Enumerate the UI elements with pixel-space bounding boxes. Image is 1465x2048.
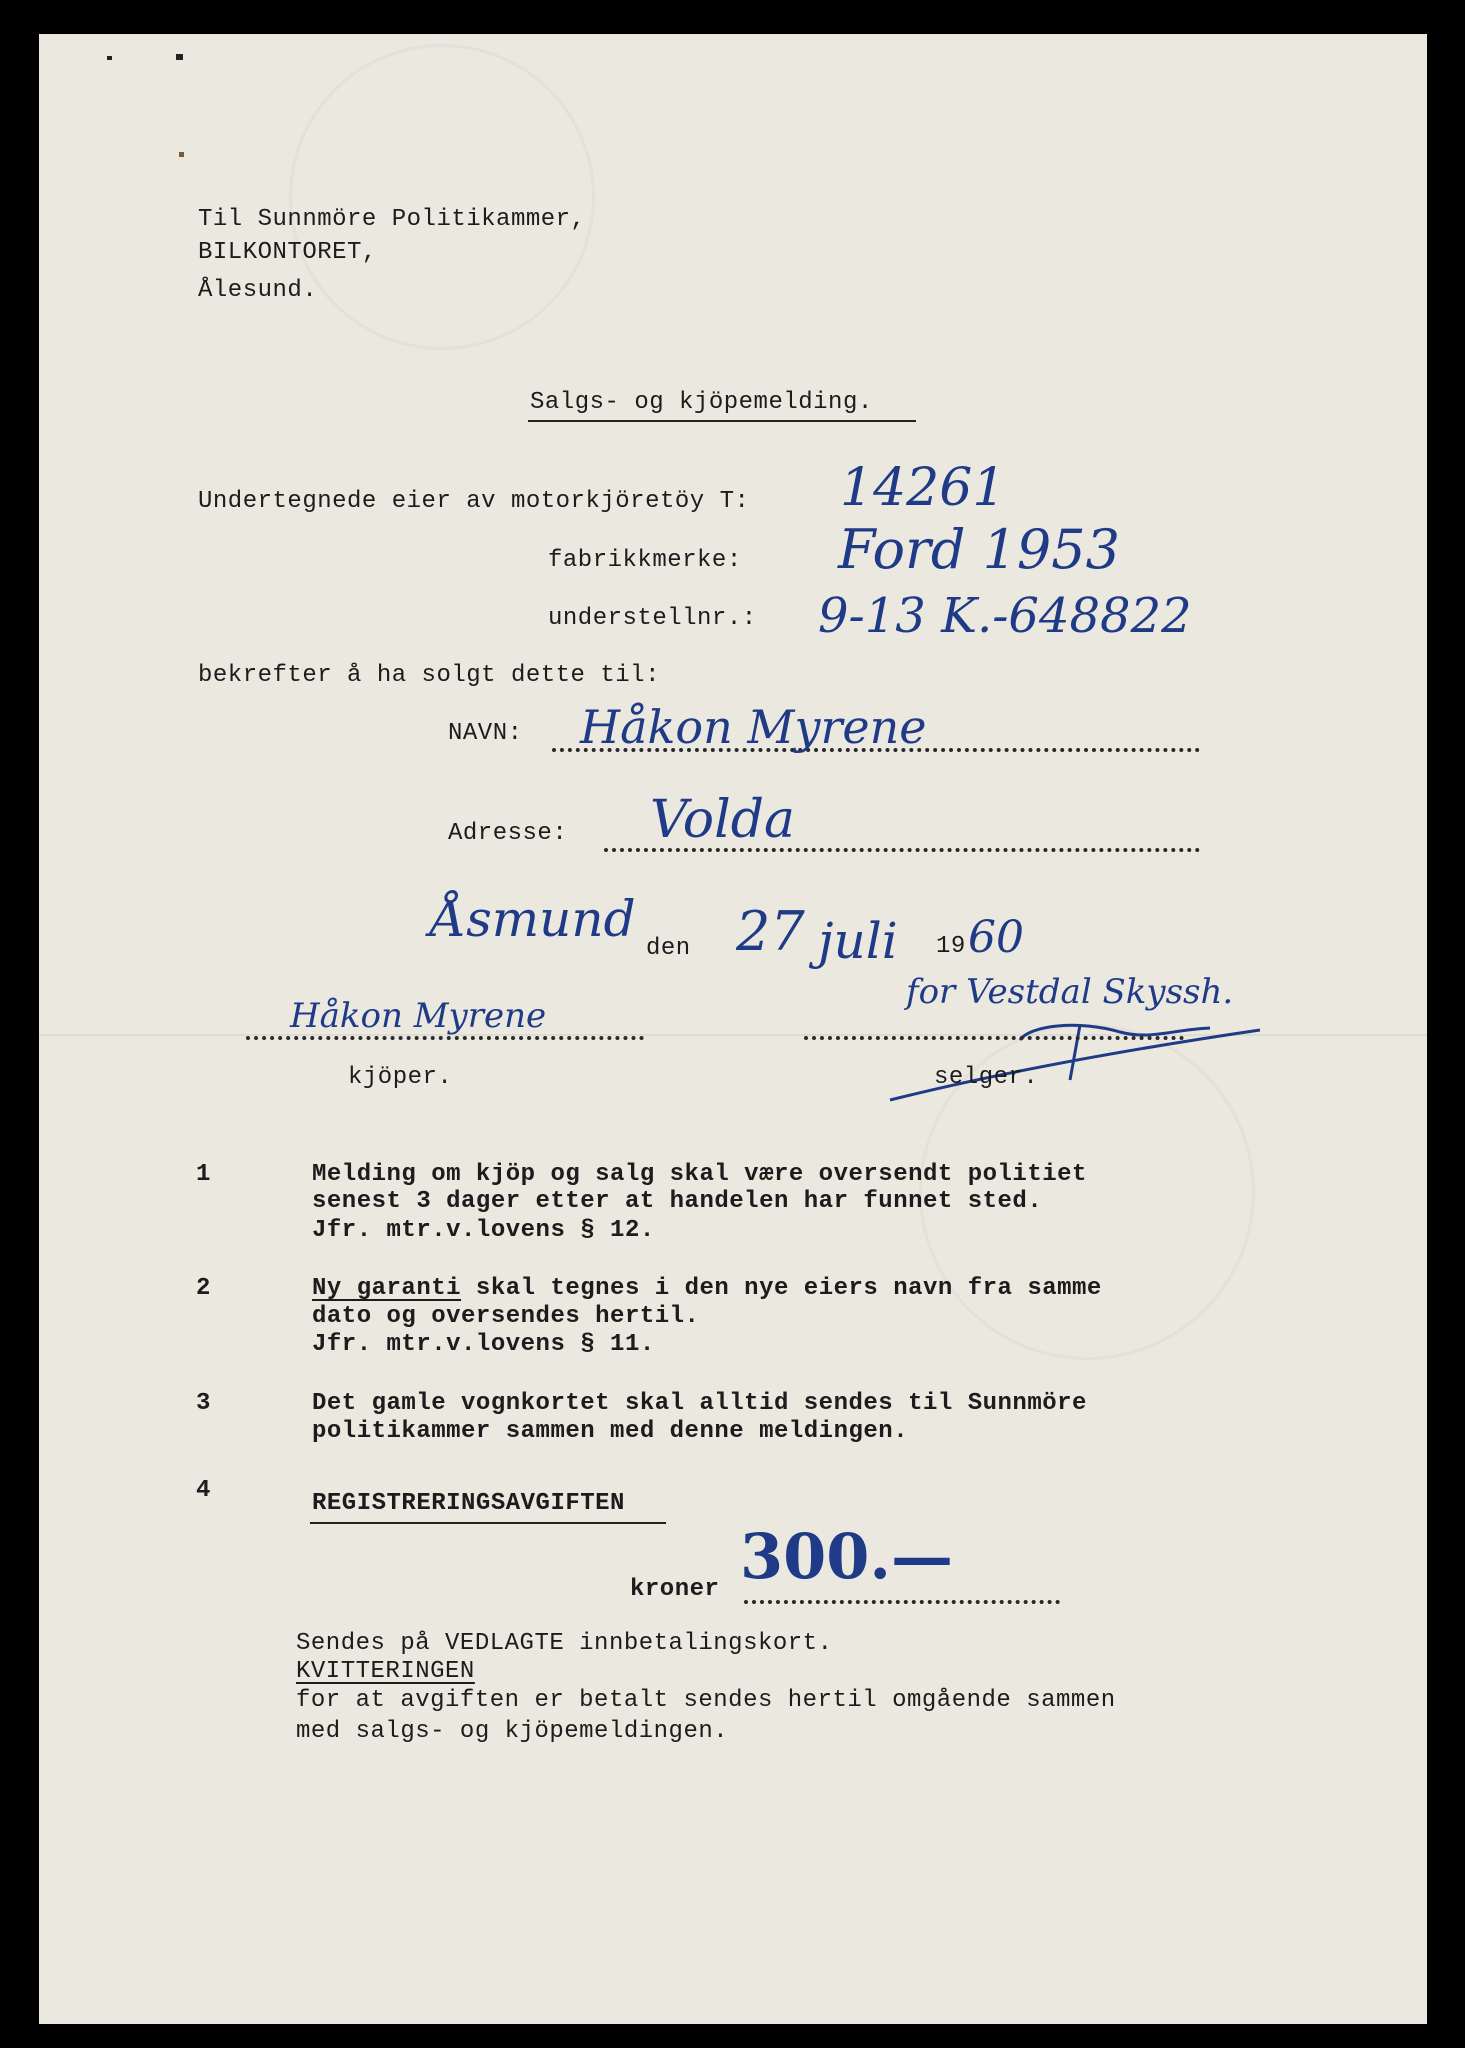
seller-label: selger. — [934, 1064, 1039, 1091]
addressee-line-1: Til Sunnmöre Politikammer, — [198, 206, 586, 233]
make-value: Ford 1953 — [838, 518, 1120, 581]
year-suffix: 60 — [968, 912, 1024, 963]
note-4-number: 4 — [196, 1477, 211, 1504]
buyer-name-label: NAVN: — [448, 720, 523, 747]
seller-signature-scrawl — [870, 1010, 1270, 1120]
watermark-seal — [289, 44, 595, 350]
kvittering-label: KVITTERINGEN — [296, 1658, 475, 1685]
make-label: fabrikkmerke: — [548, 547, 742, 574]
address-label: Adresse: — [448, 820, 568, 847]
note-2-line-2: dato og oversendes hertil. — [312, 1303, 700, 1330]
kroner-label: kroner — [630, 1576, 720, 1603]
registration-number: 14261 — [840, 458, 1006, 518]
note-3-number: 3 — [196, 1390, 211, 1417]
note-2-number: 2 — [196, 1275, 211, 1302]
fee-heading: REGISTRERINGSAVGIFTEN — [312, 1490, 625, 1517]
year-prefix: 19 — [936, 933, 966, 960]
title-underline — [528, 420, 916, 422]
date-day: 27 — [736, 900, 805, 963]
den-label: den — [646, 935, 691, 962]
note-1-line-3: Jfr. mtr.v.lovens § 12. — [312, 1217, 655, 1244]
seller-signature: for Vestdal Skyssh. — [906, 972, 1234, 1012]
document-title: Salgs- og kjöpemelding. — [530, 389, 873, 416]
note-3-line-1: Det gamle vognkortet skal alltid sendes til Sunnmöre — [312, 1390, 1087, 1417]
note-1-line-2: senest 3 dager etter at handelen har funnet sted. — [312, 1188, 1043, 1215]
fee-heading-underline — [310, 1522, 666, 1524]
note-2-line-1-text: skal tegnes i den nye eiers navn fra samme — [461, 1275, 1102, 1302]
note-2-line-3: Jfr. mtr.v.lovens § 11. — [312, 1331, 655, 1358]
date-month: juli — [818, 912, 898, 970]
buyer-signature-line — [246, 1036, 644, 1040]
buyer-signature: Håkon Myrene — [290, 996, 547, 1036]
date-place: Åsmund — [430, 890, 636, 948]
address-value: Volda — [650, 790, 796, 850]
buyer-name: Håkon Myrene — [580, 700, 927, 754]
fee-amount: 300.— — [740, 1520, 954, 1593]
addressee-line-2: BILKONTORET, — [198, 239, 377, 266]
ink-speck — [176, 54, 183, 60]
addressee-line-3: Ålesund. — [198, 277, 318, 304]
footer-line-1: Sendes på VEDLAGTE innbetalingskort. — [296, 1630, 833, 1657]
note-1-line-1: Melding om kjöp og salg skal være oversendt politiet — [312, 1161, 1087, 1188]
footer-line-3: med salgs- og kjöpemeldingen. — [296, 1718, 729, 1745]
note-2-underlined: Ny garanti — [312, 1275, 462, 1302]
chassis-value: 9-13 K.-648822 — [818, 588, 1192, 644]
note-2-line-1 — [312, 1274, 1102, 1304]
note-1-number: 1 — [196, 1161, 211, 1188]
ink-speck — [179, 152, 184, 157]
seller-signature-line — [804, 1036, 1184, 1040]
footer-line-2: for at avgiften er betalt sendes hertil omgående sammen — [296, 1687, 1116, 1714]
sold-to-label: bekrefter å ha solgt dette til: — [198, 662, 660, 689]
buyer-label: kjöper. — [348, 1064, 453, 1091]
chassis-label: understellnr.: — [548, 605, 757, 632]
ink-speck — [107, 56, 112, 60]
owner-label: Undertegnede eier av motorkjöretöy T: — [198, 488, 750, 515]
fee-amount-line — [744, 1600, 1060, 1604]
note-3-line-2: politikammer sammen med denne meldingen. — [312, 1418, 909, 1445]
